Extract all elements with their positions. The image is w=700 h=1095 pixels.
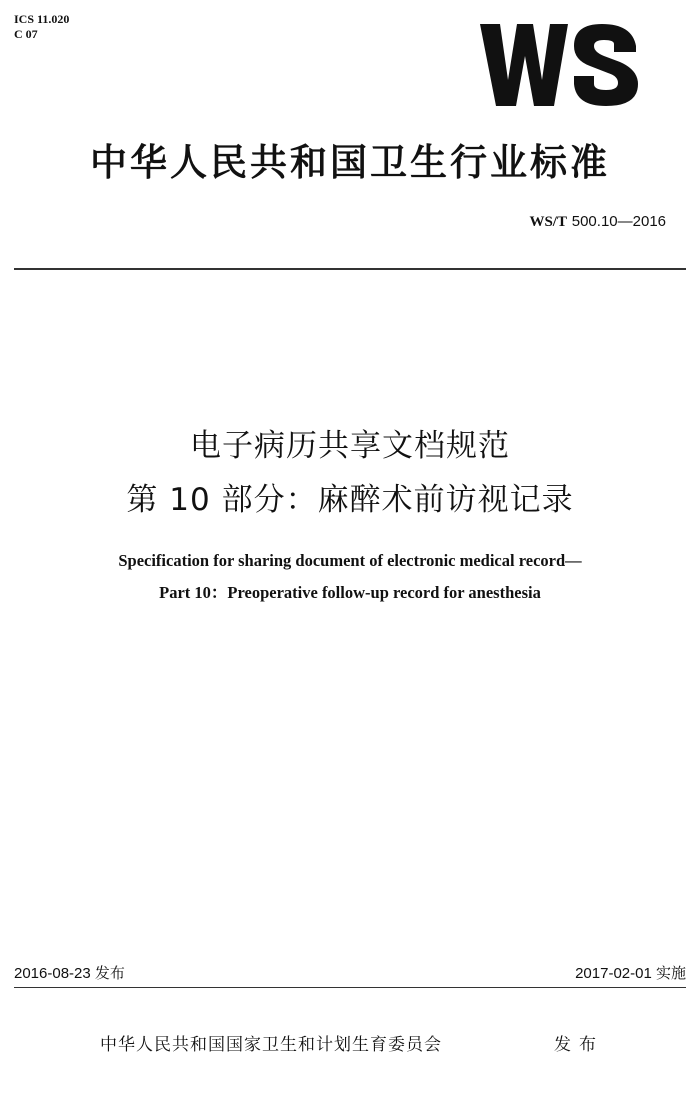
issue-date-block — [14, 962, 125, 983]
implement-label: 实施 — [655, 964, 686, 982]
standard-code: WS/T — [529, 214, 567, 230]
ws-logo-w — [480, 24, 568, 106]
issue-date: 2016-08-23 — [14, 965, 91, 982]
document-title-en-line1: Specification for sharing document of electronic medical record— — [118, 551, 582, 570]
ws-logo — [478, 20, 642, 108]
ccs-code: C 07 — [14, 27, 38, 41]
ws-logo-text: WS — [478, 20, 480, 21]
document-title-cn-line1: 电子病历共享文档规范 — [190, 428, 510, 464]
ics-code: ICS 11.020 — [14, 12, 70, 26]
standard-category-title: 中华人民共和国卫生行业标准 — [90, 141, 610, 184]
publisher-name: 中华人民共和国国家卫生和计划生育委员会 — [100, 1035, 442, 1055]
ws-logo-s — [574, 24, 638, 106]
footer-divider — [14, 987, 686, 988]
document-title-en-line2: Part 10：Preoperative follow-up record for anesthesia — [159, 583, 541, 602]
implement-date: 2017-02-01 — [575, 965, 652, 982]
issue-label: 发布 — [94, 964, 125, 982]
classification-codes — [14, 12, 69, 42]
standard-number-value: 500.10—2016 — [571, 213, 666, 230]
standard-number — [529, 212, 666, 231]
implement-date-block — [575, 962, 686, 983]
header-divider — [14, 268, 686, 270]
document-title-cn-line2: 第 10 部分：麻醉术前访视记录 — [126, 482, 574, 518]
publish-label: 发布 — [554, 1035, 604, 1055]
